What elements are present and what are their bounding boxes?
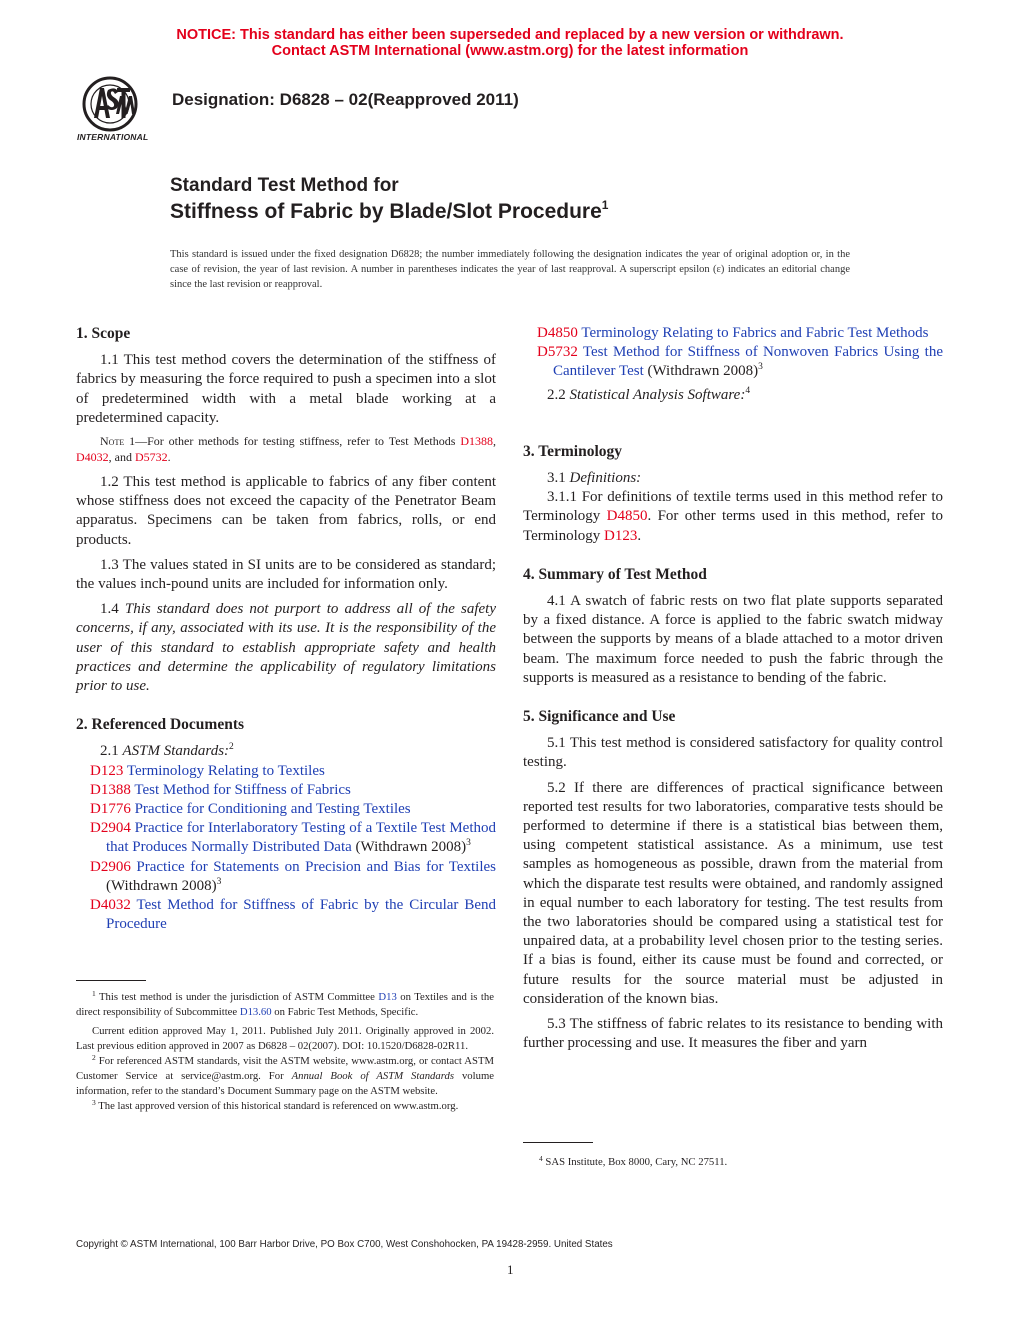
notice-line-1: NOTICE: This standard has either been superseded and replaced by a new version or withdrawn.: [176, 27, 844, 43]
note-1: [76, 434, 496, 465]
section-4-heading: 4. Summary of Test Method: [523, 565, 707, 583]
ref-link-d4032[interactable]: D4032: [76, 449, 109, 464]
paragraph-3-1-number: 3.1: [547, 470, 570, 487]
ref-code-d4850[interactable]: D4850: [537, 325, 578, 341]
ref-title-d1776[interactable]: Practice for Conditioning and Testing Textiles: [134, 801, 411, 818]
footnote-1-end: on Fabric Test Methods, Specific.: [271, 1006, 419, 1018]
note-1-label: Note 1: [100, 434, 136, 449]
footnote-mark-2: 2: [229, 742, 234, 753]
paragraph-2-1: [76, 742, 496, 761]
left-column: [76, 324, 496, 934]
ref-code-d2904[interactable]: D2904: [90, 820, 131, 837]
link-d13[interactable]: D13: [378, 991, 397, 1003]
footnote-mark-4: 4: [745, 385, 751, 396]
astm-standards-label: ASTM Standards:: [122, 743, 230, 760]
footnote-1-edition: Current edition approved May 1, 2011. Published July 2011. Originally approved in 2002. Last previous edition approved in 2007 as D6828 – 02(2007). DOI: 10.1520/D6828-02R11.: [76, 1025, 494, 1052]
designation: Designation: D6828 – 02(Reapproved 2011): [172, 90, 519, 109]
superseded-notice: [0, 27, 1020, 59]
footnote-rule-right: [523, 1142, 593, 1143]
reference-item-d1388: [76, 781, 496, 800]
logo-text: INTERNATIONAL: [77, 132, 149, 142]
paragraph-5-2: 5.2 If there are differences of practical significance between reported test results for two laboratories, comparative tests should be performed to determine if there is a statistical bias between them, using competent statistical assistance. As a minimum, use test samples as homogeneous as possible, drawn from the material from which the disparate test results were obtained, and randomly assigned in equal number to each laboratory for testing. The test results from the two laboratories should be compared using a statistical test for unpaired data, at a probability level chosen prior to the testing series. If a bias is found, either its cause must be found and corrected, or future results for the source material must be adjusted in consideration of the known bias.: [523, 779, 943, 1007]
section-5-heading: 5. Significance and Use: [523, 708, 676, 726]
footnote-4-mark: 4: [539, 1154, 543, 1163]
ref-title-d4032[interactable]: Test Method for Stiffness of Fabric by the Circular Bend Procedure: [106, 897, 497, 933]
footnotes-left: [76, 990, 494, 1114]
ref-link-d1388[interactable]: D1388: [460, 434, 493, 449]
paragraph-5-3: 5.3 The stiffness of fabric relates to its resistance to bending with further processing and use. It measures the fiber and yarn: [523, 1016, 943, 1052]
ref-code-d4032[interactable]: D4032: [90, 897, 131, 914]
ref-title-d5732[interactable]: Test Method for Stiffness of Nonwoven Fabrics Using the Cantilever Test: [553, 344, 943, 380]
ref-title-d4850[interactable]: Terminology Relating to Fabrics and Fabric Test Methods: [581, 325, 929, 341]
paragraph-2-2: [523, 386, 943, 405]
ref-suffix: (Withdrawn 2008): [351, 839, 467, 856]
footnote-3-text: The last approved version of this historical standard is referenced on www.astm.org.: [95, 1100, 459, 1112]
paragraph-2-2-number: 2.2: [547, 386, 570, 403]
title-line-2: Stiffness of Fabric by Blade/Slot Procedure: [170, 200, 602, 223]
footnote-1-text: This test method is under the jurisdiction of ASTM Committee: [95, 991, 379, 1003]
ref-title-d123[interactable]: Terminology Relating to Textiles: [126, 762, 325, 779]
footnote-3: [76, 1099, 494, 1114]
definitions-label: Definitions:: [569, 470, 642, 487]
ref-suffix: (Withdrawn 2008): [106, 877, 217, 894]
ref-suffix: (Withdrawn 2008): [643, 363, 759, 380]
footnote-1-mid: on Textiles and is the direct responsibility of Subcommittee: [76, 991, 494, 1018]
paragraph-2-1-number: 2.1: [100, 743, 123, 760]
paragraph-4-1: 4.1 A swatch of fabric rests on two flat plate supports separated by a fixed distance. A force is applied to the fabric swatch midway between the supports by means of a blade attached to a motor driven beam. The maximum force needed to push the fabric through the supports is measured as a resistance to bending of the fabric.: [523, 593, 943, 686]
footnotes-right: [523, 1155, 943, 1170]
section-3-heading: 3. Terminology: [523, 442, 623, 460]
paragraph-1-2: 1.2 This test method is applicable to fabrics of any fiber content whose stiffness does not exceed the capacity of the Penetrator Beam apparatus. Specimens can be taken from fabrics, rolls, or end products.: [76, 474, 496, 548]
paragraph-3-1-1-text: 3.1.1 For definitions of textile terms used in this method refer to Terminology: [523, 489, 943, 525]
reference-item-d2904: [76, 819, 496, 857]
paragraph-1-4-text: This standard does not purport to address all of the safety concerns, if any, associated with its use. It is the responsibility of the user of this standard to establish appropriate safety and health practices and determine the applicability of regulatory limitations prior to use.: [76, 601, 497, 695]
paragraph-1-4: [76, 600, 496, 696]
document-title: [170, 175, 608, 227]
ref-code-d5732[interactable]: D5732: [537, 344, 578, 361]
issued-statement: This standard is issued under the fixed designation D6828; the number immediately following the designation indicates the year of original adoption or, in the case of revision, the year of last revision. A number in parentheses indicates the year of last reapproval. A superscript epsilon (ε) indicates an editorial change since the last revision or reapproval.: [170, 249, 850, 290]
note-and: , and: [108, 449, 135, 464]
footnote-2-mark: 2: [92, 1053, 96, 1062]
title-line-1: Standard Test Method for: [170, 175, 399, 196]
title-footnote-mark: 1: [601, 198, 609, 212]
ref-link-d4850[interactable]: D4850: [606, 508, 648, 525]
ref-code-d1776[interactable]: D1776: [90, 801, 131, 818]
reference-list-left: [76, 762, 496, 935]
ref-footnote-mark: 3: [758, 362, 763, 373]
reference-item-d4850: [523, 324, 943, 343]
ref-link-d5732[interactable]: D5732: [135, 449, 168, 464]
footnote-rule-left: [76, 980, 146, 981]
footnote-2-italic: Annual Book of ASTM Standards: [291, 1070, 454, 1082]
note-end: .: [167, 449, 171, 464]
reference-item-d123: [76, 762, 496, 781]
footnote-2-text: For referenced ASTM standards, visit the ASTM website, www.astm.org, or contact ASTM Customer Service at service@astm.org. For: [76, 1055, 494, 1082]
note-sep: ,: [493, 434, 496, 449]
copyright: Copyright © ASTM International, 100 Barr Harbor Drive, PO Box C700, West Conshohocken, PA 19428-2959. United States: [76, 1239, 613, 1250]
paragraph-3-1-1-mid: . For other terms used in this method, refer to Terminology: [523, 508, 943, 544]
notice-line-2: Contact ASTM International (www.astm.org) for the latest information: [271, 43, 749, 59]
ref-title-d1388[interactable]: Test Method for Stiffness of Fabrics: [134, 781, 351, 798]
statistical-software-label: Statistical Analysis Software:: [569, 386, 746, 403]
footnote-3-mark: 3: [92, 1098, 96, 1107]
paragraph-3-1-1: [523, 488, 943, 546]
reference-item-d4032: [76, 896, 496, 934]
paragraph-1-3: 1.3 The values stated in SI units are to be considered as standard; the values inch-pound units are included for information only.: [76, 556, 496, 593]
paragraph-3-1-1-end: .: [637, 527, 642, 544]
reference-list-right: [523, 324, 943, 382]
paragraph-1-1: 1.1 This test method covers the determination of the stiffness of fabrics by measuring the force required to push a specimen into a slot of predetermined width with a metal blade working at a predetermined capacity.: [76, 352, 496, 426]
reference-item-d2906: [76, 858, 496, 896]
ref-link-d123[interactable]: D123: [604, 527, 638, 544]
ref-footnote-mark: 3: [216, 876, 222, 887]
paragraph-3-1: [523, 469, 943, 488]
astm-logo: [72, 74, 164, 146]
ref-footnote-mark: 3: [466, 838, 471, 849]
link-d13-60[interactable]: D13.60: [239, 1006, 272, 1018]
paragraph-5-1: 5.1 This test method is considered satisfactory for quality control testing.: [523, 735, 943, 771]
ref-code-d2906[interactable]: D2906: [90, 858, 131, 875]
footnote-1: [76, 990, 494, 1020]
ref-code-d123[interactable]: D123: [90, 762, 124, 779]
footnote-2-end: volume information, refer to the standard’s Document Summary page on the ASTM website.: [76, 1070, 495, 1097]
ref-title-d2904[interactable]: Practice for Interlaboratory Testing of a Textile Test Method that Produces Normally Distributed Data: [106, 820, 496, 856]
reference-item-d5732: [523, 343, 943, 381]
page-number: 1: [507, 1262, 514, 1277]
right-column: [523, 324, 943, 1060]
note-1-text: —For other methods for testing stiffness, refer to Test Methods: [135, 434, 461, 449]
footnote-4-text: SAS Institute, Box 8000, Cary, NC 27511.: [542, 1156, 728, 1168]
footnote-4: [523, 1155, 943, 1170]
footnote-2: [76, 1054, 494, 1099]
ref-title-d2906[interactable]: Practice for Statements on Precision and Bias for Textiles: [136, 858, 496, 875]
reference-item-d1776: [76, 800, 496, 819]
footnote-1-mark: 1: [92, 989, 96, 998]
ref-code-d1388[interactable]: D1388: [90, 781, 131, 798]
section-2-heading: 2. Referenced Documents: [76, 716, 245, 734]
section-1-heading: 1. Scope: [76, 325, 131, 342]
paragraph-1-4-number: 1.4: [100, 601, 125, 618]
